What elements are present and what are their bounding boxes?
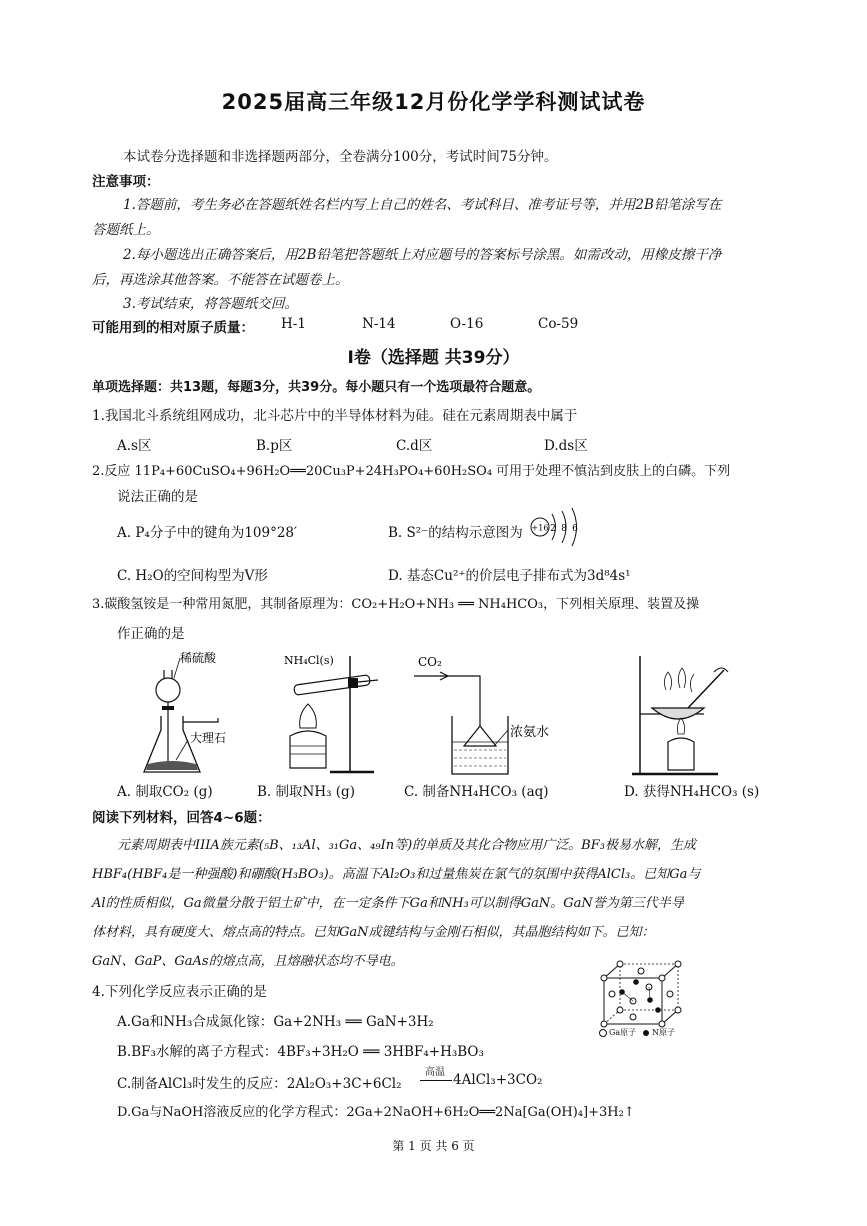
- q1-option-c: C.d区: [396, 438, 433, 454]
- question-2-stem-cont: 说法正确的是: [117, 489, 198, 505]
- q3-option-d: D. 获得NH₄HCO₃ (s): [624, 784, 760, 800]
- atomic-mass-label: 可能用到的相对原子质量：: [92, 320, 254, 336]
- label-concentrated-ammonia: 浓氨水: [510, 725, 550, 740]
- atomic-mass-n: N-14: [362, 316, 396, 332]
- delivery-tube: [183, 718, 218, 722]
- apparatus-a-co2-generator: [128, 644, 258, 784]
- shell-3-count: 6: [572, 524, 578, 534]
- reaction-arrow-line: [420, 1080, 452, 1081]
- notice-item-3: 3.考试结束，将答题纸交回。: [123, 296, 298, 312]
- notice-item-1: 1.答题前，考生务必在答题纸姓名栏内写上自己的姓名、考试科目、准考证号等，并用2B铅笔涂写在: [123, 197, 722, 213]
- question-3-stem: 3.碳酸氢铵是一种常用氮肥，其制备原理为：CO₂+H₂O+NH₃ ══ NH₄HCO₃，下列相关原理、装置及操: [92, 597, 700, 612]
- shell-1-count: 2: [550, 524, 556, 534]
- apparatus-b-nh3-generator: [278, 644, 388, 784]
- notice-item-2: 2.每小题选出正确答案后，用2B铅笔把答题纸上对应题号的答案标号涂黑。如需改动，用橡皮擦干净: [123, 247, 722, 263]
- clamp: [348, 678, 358, 688]
- apparatus-d-evaporation: [628, 650, 738, 784]
- reading-heading: 阅读下列材料，回答4~6题：: [92, 810, 271, 826]
- n-atom-legend-icon: [641, 1028, 651, 1038]
- q1-option-b: B.p区: [256, 438, 293, 454]
- question-3-stem-cont: 作正确的是: [117, 626, 185, 642]
- q4-option-c: C.制备AlCl₃时发生的反应：2Al₂O₃+3C+6Cl₂: [117, 1076, 402, 1092]
- apparatus-c-nh4hco3-preparation: [408, 650, 588, 784]
- reading-paragraph-line-1: 元素周期表中IIIA族元素(₅B、₁₃Al、₃₁Ga、₄₉In等)的单质及其化合物应用广泛。BF₃极易水解，生成: [117, 838, 696, 853]
- q4-option-d: D.Ga与NaOH溶液反应的化学方程式：2Ga+2NaOH+6H₂O══2Na[Ga(OH)₄]+3H₂↑: [117, 1105, 635, 1120]
- reading-paragraph-line-5: GaN、GaP、GaAs的熔点高，且熔融状态均不导电。: [92, 954, 404, 969]
- q3-option-c: C. 制备NH₄HCO₃ (aq): [404, 784, 549, 800]
- q2-option-c: C. H₂O的空间构型为V形: [117, 568, 268, 584]
- n-atom-legend-label: N原子: [652, 1028, 675, 1037]
- notice-item-2-cont: 后，再选涂其他答案。不能答在试题卷上。: [92, 272, 349, 288]
- atomic-mass-h: H-1: [281, 316, 306, 332]
- reaction-condition-high-temperature: 高温: [425, 1067, 445, 1078]
- page-footer: 第 1 页 共 6 页: [392, 1139, 475, 1153]
- separatory-funnel-bulb: [156, 678, 180, 702]
- question-1-stem: 1.我国北斗系统组网成功，北斗芯片中的半导体材料为硅。硅在元素周期表中属于: [92, 408, 578, 424]
- question-2-stem: 2.反应 11P₄+60CuSO₄+96H₂O══20Cu₃P+24H₃PO₄+60H₂SO₄ 可用于处理不慎沾到皮肤上的白磷。下列: [92, 464, 731, 479]
- test-tube: [294, 675, 371, 695]
- q2-option-d: D. 基态Cu²⁺的价层电子排布式为3d⁸4s¹: [388, 568, 631, 584]
- gas-inlet-tube: [448, 676, 480, 726]
- nucleus-charge: +16: [531, 523, 549, 533]
- glass-rod: [688, 670, 724, 708]
- ga-atom-legend-label: Ga原子: [609, 1028, 637, 1037]
- label-co2: CO₂: [418, 655, 442, 669]
- q1-option-a: A.s区: [117, 438, 152, 454]
- q2-option-b: B. S²⁻的结构示意图为: [388, 525, 523, 541]
- label-dilute-sulfuric-acid: 稀硫酸: [180, 651, 217, 665]
- atomic-mass-co: Co-59: [538, 316, 579, 332]
- page-title: 2025届高三年级12月份化学学科测试试卷: [221, 90, 646, 114]
- q3-option-b: B. 制取NH₃ (g): [257, 784, 355, 800]
- label-nh4cl-solid: NH₄Cl(s): [284, 654, 334, 667]
- notice-item-1-cont: 答题纸上。: [92, 222, 160, 238]
- reading-paragraph-line-2: HBF₄(HBF₄是一种强酸)和硼酸(H₃BO₃)。高温下Al₂O₃和过量焦炭在氯气的氛围中获得AlCl₃。已知Ga与: [92, 867, 701, 882]
- label-marble: 大理石: [190, 731, 227, 745]
- inverted-funnel: [464, 726, 496, 746]
- shell-2-count: 8: [561, 524, 567, 534]
- reading-paragraph-line-4: 体材料，具有硬度大、熔点高的特点。已知GaN成键结构与金刚石相似，其晶胞结构如下。已知：: [92, 925, 655, 940]
- q1-option-d: D.ds区: [544, 438, 588, 454]
- q4-option-c-products: 4AlCl₃+3CO₂: [453, 1072, 543, 1088]
- marble-pieces: [146, 761, 198, 770]
- q4-option-b: B.BF₃水解的离子方程式：4BF₃+3H₂O ══ 3HBF₄+H₃BO₃: [117, 1044, 484, 1060]
- evaporating-dish: [652, 708, 704, 719]
- exam-intro: 本试卷分选择题和非选择题两部分，全卷满分100分，考试时间75分钟。: [123, 149, 558, 165]
- reading-paragraph-line-3: Al的性质相似，Ga微量分散于铝土矿中，在一定条件下Ga和NH₃可以制得GaN。GaN誉为第三代半导: [92, 896, 684, 911]
- q4-option-a: A.Ga和NH₃合成氮化镓：Ga+2NH₃ ══ GaN+3H₂: [117, 1014, 434, 1030]
- sulfide-ion-structure-diagram: [528, 505, 588, 547]
- q3-option-a: A. 制取CO₂ (g): [117, 784, 213, 800]
- ga-atom-legend-icon: [598, 1028, 608, 1038]
- q2-option-a: A. P₄分子中的键角为109°28′: [117, 525, 298, 541]
- question-4-stem: 4.下列化学反应表示正确的是: [92, 984, 267, 1000]
- alcohol-lamp: [668, 738, 694, 770]
- section-1-title: I卷（选择题 共39分）: [347, 348, 520, 368]
- atomic-mass-o: O-16: [450, 316, 484, 332]
- notice-heading: 注意事项：: [92, 174, 160, 190]
- section-1-instruction: 单项选择题：共13题，每题3分，共39分。每小题只有一个选项最符合题意。: [92, 380, 541, 395]
- alcohol-lamp: [290, 731, 326, 768]
